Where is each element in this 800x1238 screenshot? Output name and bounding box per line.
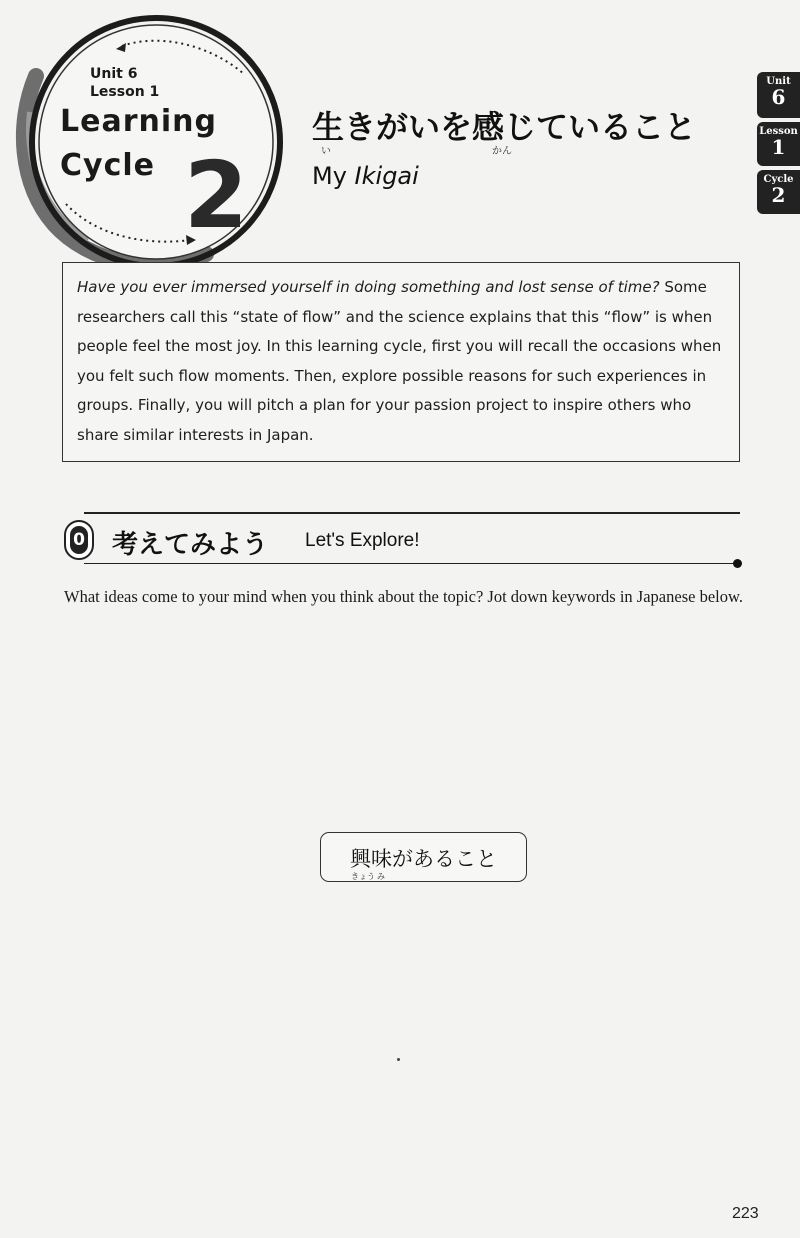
title-ruby-i: い (321, 146, 331, 157)
bleed-through-text (520, 78, 525, 97)
page-number: 223 (732, 1205, 759, 1222)
learning-cycle-badge (6, 14, 306, 274)
keyword-label: 興味があること (350, 847, 497, 871)
unit-label: Unit 6 (90, 66, 138, 82)
section-title-en: Let's Explore! (305, 530, 420, 551)
title-ruby-kan: かん (492, 146, 512, 157)
subtitle-italic: Ikigai (354, 162, 419, 190)
keyword-ruby-mi: み (377, 872, 385, 881)
intro-question: Have you ever immersed yourself in doing something and lost sense of time? (77, 278, 660, 296)
intro-body: Some researchers call this “state of flow” and the science explains that this “flow” is when people feel the most joy. In this learning cycle, first you will recall the occasions when you felt such flow moments. Then, explore possible reasons for such experiences in groups. Finally, you will pitch a plan for your passion project to inspire others who share similar interests in Japan. (77, 278, 722, 444)
keyword-box (320, 832, 527, 882)
tab-label: Cycle (763, 174, 794, 185)
page-subtitle (312, 162, 419, 190)
lesson-label: Lesson 1 (90, 84, 160, 100)
section-rule (84, 563, 736, 565)
section-number-badge (64, 520, 94, 560)
side-tab-cycle (757, 170, 800, 214)
prompt-text: What ideas come to your mind when you think about the topic? Jot down keywords in Japanese below. (64, 587, 743, 606)
cycle-number: 2 (184, 142, 249, 249)
learning-label: Learning (60, 104, 217, 139)
section-dot-icon (733, 559, 742, 568)
section-title-jp: 考えてみよう (112, 530, 269, 560)
print-speck (397, 1058, 400, 1061)
section-header (62, 512, 742, 568)
side-tab-lesson (757, 122, 800, 166)
section-number: 0 (70, 526, 88, 554)
tab-value: 2 (771, 183, 786, 207)
subtitle-prefix: My (312, 162, 355, 190)
tab-value: 1 (771, 135, 786, 159)
intro-text (77, 273, 731, 450)
tab-label: Lesson (759, 126, 798, 137)
page-title: 生きがいを感じていること (312, 108, 697, 146)
keyword-ruby-kyou: きょう (351, 872, 375, 881)
intro-box (62, 262, 740, 462)
cycle-ring-icon (6, 14, 306, 274)
cycle-label: Cycle (60, 148, 155, 183)
side-tab-unit (757, 72, 800, 118)
section-rule (84, 512, 740, 514)
tab-value: 6 (771, 85, 786, 109)
tab-label: Unit (766, 76, 791, 87)
